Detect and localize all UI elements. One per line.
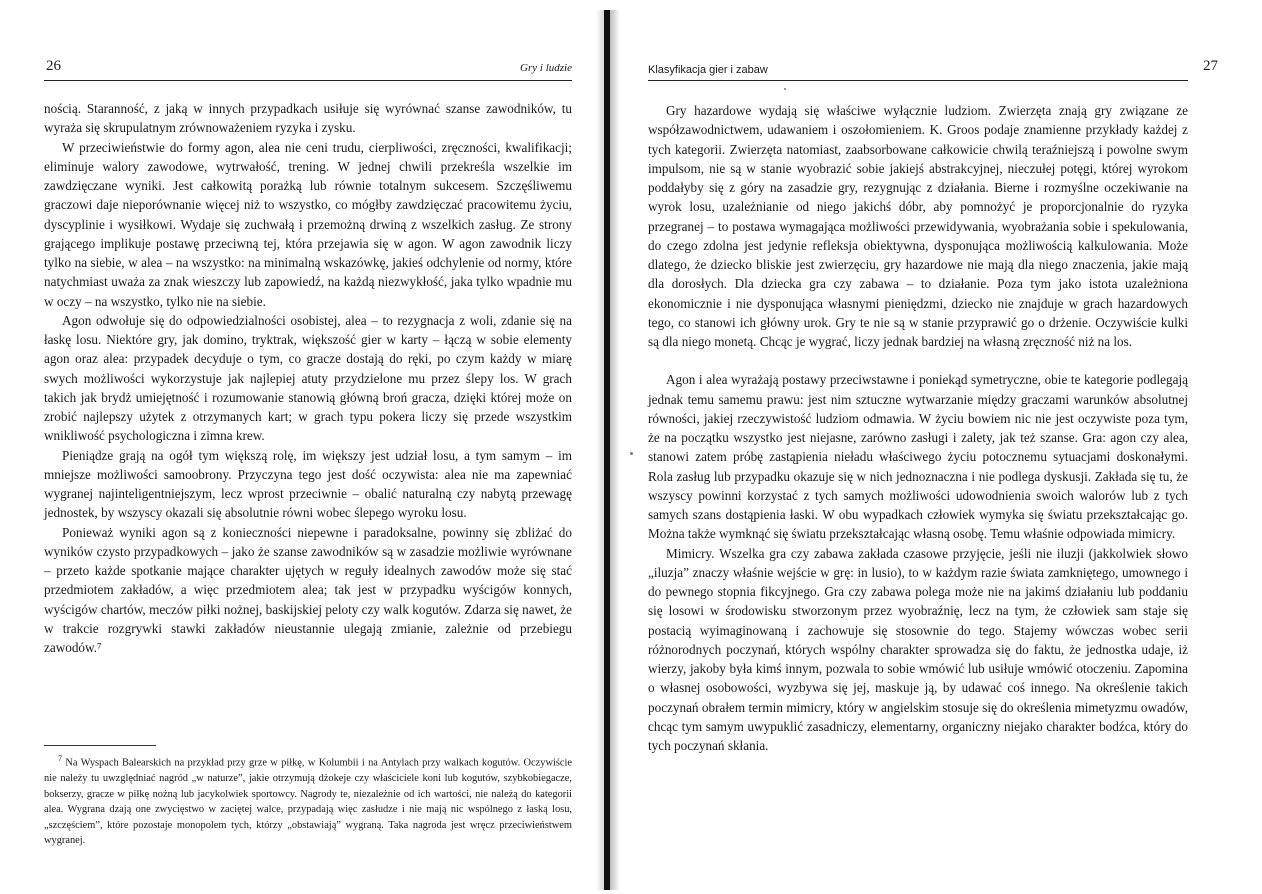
header-rule-right xyxy=(648,80,1188,81)
paragraph: Pieniądze grają na ogół tym większą rolę, im większy jest udział losu, a tym samym – im mniejsze możliwości samoobrony. Przyczyna tego jest dość oczywista: alea nie ma zapewniać wygranej najinteligentniejszym, lecz wprost przeciwnie – obalić naturalną czy nabytą przewagę jednostek, by wszyscy okazali się absolutnie równi wobec ślepego wyroku losu. xyxy=(44,447,572,521)
header-rule-left xyxy=(44,80,572,81)
gutter-shadow-left xyxy=(596,10,604,890)
footnote xyxy=(44,751,572,849)
paragraph: W przeciwieństwie do formy agon, alea nie ceni trudu, cierpliwości, zręczności, kwalifikacji; eliminuje walory zawodowe, wytrwałość, trening. W jednej chwili przekreśla wszelkie im zawdzięczane wyniki. Jest całkowitą porażką lub równie totalnym sukcesem. Szczęśliwemu graczowi daje nieporównanie więcej niż to wszystko, co mógłby zawdzięczać pracowitemu życiu, dyscyplinie i wysiłkowi. Wydaje się zuchwałą i przemożną drwiną z wszelkich zasług. Ze strony grającego implikuje postawę przeciwną tej, która przejawia się w agon. W agon zawodnik liczy tylko na siebie, w alea – na wszystko: na minimalną wskazówkę, jakieś odchylenie od normy, które natychmiast uważa za znak wieszczy lub zapowiedź, na każdą niezwykłość, jaka tylko wpadnie mu w oczy – na wszystko, tylko nie na siebie. xyxy=(44,139,572,309)
right-body-text xyxy=(648,101,1188,755)
running-title-right: Klasyfikacja gier i zabaw xyxy=(648,64,768,76)
paragraph: Agon i alea wyrażają postawy przeciwstawne i poniekąd symetryczne, obie te kategorie podlegają jednak temu samemu prawu: jest nim sztuczne wytwarzanie między graczami warunków absolutnej równości, jakiej rzeczywistość ludziom odmawia. W życiu bowiem nic nie jest oczywiste poza tym, że na początku wszystko jest niejasne, zarówno zasługi i zalety, jak też szanse. Gra: agon czy alea, stanowi zatem próbę zastąpienia nieładu właściwego życiu potocznemu sytuacjami doskonałymi. Rola zasług lub przypadku okazuje się w nich jednoznaczna i nie podlega dyskusji. Zakłada się tu, że wszyscy powinni korzystać z tych samych możliwości udowodnienia swoich walorów lub z tych samych szans dostąpienia łaski. W obu wypadkach człowiek wymyka się światu przekształcając go. Można także wymknąć się światu przekształcając własną osobę. Temu właśnie odpowiada mimicry. xyxy=(648,372,1188,542)
right-page xyxy=(622,0,1262,894)
left-body-text xyxy=(44,99,572,657)
scan-speck xyxy=(630,452,633,455)
paragraph: Ponieważ wyniki agon są z konieczności niepewne i paradoksalne, powinny się zbliżać do wyników czysto przypadkowych – jako że szanse zawodników są w zasadzie możliwie wyrównane – przeto każde spotkanie mające charakter ujętych w reguły idealnych zawodów może się stać przedmiotem zakładów, a więc przedmiotem alea; tak jest w przypadku wyścigów konnych, wyścigów chartów, meczów piłki nożnej, baskijskiej peloty czy walk kogutów. Zdarza się nawet, że w trakcie rozgrywki stawki zakładów nieustannie ulegają zmianie, zależnie od przebiegu zawodów.⁷ xyxy=(44,524,572,655)
page-number-right: 27 xyxy=(1203,58,1218,74)
paragraph: Agon odwołuje się do odpowiedzialności osobistej, alea – to rezygnacja z woli, zdanie się na łaskę losu. Niektóre gry, jak domino, tryktrak, większość gier w karty – łączą w sobie elementy agon oraz alea: przypadek decyduje o tym, co gracze dostają do ręki, po czym każdy w miarę swych możliwości wykorzystuje jak najlepiej atuty przydzielone mu przez ślepy los. W grach takich jak brydż umiejętność i rozumowanie stanowią główną broń gracza, dzięki której może on zrobić najlepszy użytek z otrzymanych kart; w grach typu pokera liczy się przede wszystkim wnikliwość psychologiczna i zimna krew. xyxy=(44,312,572,444)
left-page xyxy=(0,0,598,894)
paragraph: nością. Staranność, z jaką w innych przypadkach usiłuje się wyrównać szanse zawodników, tu wyraża się skrupulatnym zrównoważeniem ryzyka i zysku. xyxy=(44,101,572,136)
footnote-rule xyxy=(44,745,156,746)
page-number-left: 26 xyxy=(46,58,61,74)
paragraph: Gry hazardowe wydają się właściwe wyłącznie ludziom. Zwierzęta znają gry związane ze współzawodnictwem, udawaniem i oszołomieniem. K. Groos podaje znamienne przykłady każdej z tych kategorii. Zwierzęta natomiast, zaabsorbowane całkowicie chwilą teraźniejszą i powolne swym impulsom, nie są w stanie wyobrazić sobie jakiejś abstrakcyjnej, nieczułej potęgi, której wyrokom poddałyby się z góry na zasadzie gry, rezygnując z działania. Bierne i rozmyślne oczekiwanie na wyrok losu, uzależnianie od niego jakichś dóbr, aby pomnożyć je proporcjonalnie do ryzyka przegranej – to postawa wymagająca możliwości przewidywania, wyobrażania sobie i spekulowania, do czego zdolna jest jedynie refleksja obiektywna, dysponująca możliwością kalkulowania. Może dlatego, że dziecko bliskie jest zwierzęciu, gry hazardowe nie mają dla niego znaczenia, jakie mają dla dorosłych. Dla dziecka gra czy zabawa – to działanie. Poza tym jako istota uzależniona ekonomicznie i nie dysponująca własnymi pieniędzmi, dziecko nie znajduje w grach hazardowych tego, co stanowi ich główny urok. Gry te nie są w stanie przyprawić go o drżenie. Oczywiście kulki są dla niego monetą. Chcąc je wygrać, liczy jednak bardziej na własną zręczność niż na los. xyxy=(648,103,1188,349)
running-title-left: Gry i ludzie xyxy=(520,62,572,74)
footnote-marker: 7 xyxy=(58,754,62,763)
footnote-text: Na Wyspach Balearskich na przykład przy grze w piłkę, w Kolumbii i na Antylach przy walkach kogutów. Oczywiście nie należy tu uwzględniać nagród „w naturze”, jakie otrzymują dżokeje czy właściciele koni lub kogutów, szybkobiegacze, bokserzy, gracze w piłkę nożną lub jacykolwiek sportowcy. Nagrody te, niezależnie od ich wartości, nie należą do kategorii alea. Wygrana dzają one zwycięstwo w zaciętej walce, przypadają więc zasłudze i nie mają nic wspólnego z łaską losu, „szczęściem”, które pozostaje monopolem tych, którzy „obstawiają” wygraną. Taka nagroda jest wręcz przeciwieństwem wygranej. xyxy=(44,757,572,847)
gutter-shadow-right xyxy=(610,10,620,890)
scan-speck xyxy=(784,88,786,90)
paragraph: Mimicry. Wszelka gra czy zabawa zakłada czasowe przyjęcie, jeśli nie iluzji (jakkolwiek słowo „iluzja” znaczy właśnie wejście w grę: in lusio), to w każdym razie świata zamkniętego, umownego i do pewnego stopnia fikcyjnego. Gra czy zabawa polega może nie na jakimś działaniu lub poddaniu się losowi w środowisku stworzonym przez wyobraźnię, lecz na tym, że człowiek sam staje się postacią wyimaginowaną i zachowuje się stosownie do tego. Stajemy wówczas wobec serii różnorodnych poczynań, których wspólny charakter sprowadza się do faktu, że jednostka udaje, iż wierzy, jakoby była kimś innym, pozwala to sobie wmówić lub usiłuje wmówić otoczeniu. Zapomina o własnej osobowości, wyzbywa się jej, maskuje ją, by udawać coś innego. Na określenie takich poczynań obrałem termin mimicry, który w angielskim stosuje się do określenia mimetyzmu owadów, chcąc tym samym uwypuklić zasadniczy, elementarny, organiczny niejako charakter bodźca, który do tych poczynań skłania. xyxy=(648,545,1188,753)
